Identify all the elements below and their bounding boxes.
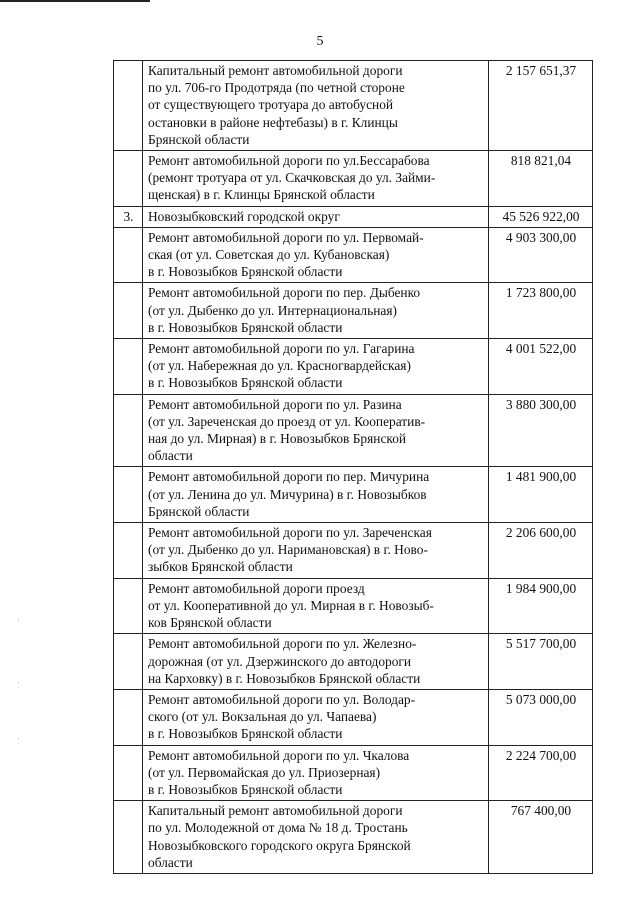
table-row [114, 634, 593, 690]
description-line: по ул. 706-го Продотряда (по четной стороне [148, 80, 405, 96]
amount-cell: 2 157 651,37 [489, 61, 593, 151]
description-cell [143, 283, 489, 339]
row-number-cell: 3. [114, 206, 143, 227]
description-line: щенская) в г. Клинцы Брянской области [148, 187, 375, 203]
description-line: в г. Новозыбков Брянской области [148, 264, 343, 280]
description-line: (от ул. Зареченская до проезд от ул. Кооператив- [148, 413, 426, 429]
description-cell [143, 523, 489, 579]
description-line: в г. Новозыбков Брянской области [148, 319, 343, 335]
table-row [114, 467, 593, 523]
amount-cell: 1 723 800,00 [489, 283, 593, 339]
amount-cell: 2 224 700,00 [489, 745, 593, 801]
table-row [114, 745, 593, 801]
description-line: Новозыбковского городского округа Брянской [148, 837, 411, 853]
description-line: от существующего тротуара до автобусной [148, 97, 394, 113]
description-line: Брянской области [148, 131, 250, 147]
table-row [114, 151, 593, 207]
description-line: Брянской области [148, 503, 250, 519]
row-number-cell [114, 227, 143, 283]
description-cell [143, 634, 489, 690]
description-line: в г. Новозыбков Брянской области [148, 375, 343, 391]
description-line: остановки в районе нефтебазы) в г. Клинцы [148, 114, 398, 130]
row-number-cell [114, 689, 143, 745]
amount-cell: 1 481 900,00 [489, 467, 593, 523]
amount-cell: 1 984 900,00 [489, 578, 593, 634]
description-line: Ремонт автомобильной дороги по ул. Первомай- [148, 229, 424, 245]
description-line: (ремонт тротуара от ул. Скачковская до ул. Займи- [148, 170, 436, 186]
amount-cell: 45 526 922,00 [489, 206, 593, 227]
road-repair-table [113, 60, 593, 874]
description-cell [143, 61, 489, 151]
description-cell [143, 801, 489, 874]
description-line: (от ул. Первомайская до ул. Приозерная) [148, 764, 381, 780]
top-rule [0, 0, 150, 2]
row-number-cell [114, 339, 143, 395]
table-row [114, 801, 593, 874]
amount-cell: 5 517 700,00 [489, 634, 593, 690]
description-cell [143, 227, 489, 283]
description-line: Ремонт автомобильной дороги по ул.Бессарабова [148, 153, 430, 169]
description-cell [143, 578, 489, 634]
page-number: 5 [316, 34, 324, 49]
table-row [114, 61, 593, 151]
description-line: Ремонт автомобильной дороги по ул. Володар- [148, 691, 416, 707]
description-line: Ремонт автомобильной дороги по ул. Разина [148, 396, 402, 412]
description-line: по ул. Молодежной от дома № 18 д. Тростань [148, 820, 408, 836]
description-cell [143, 151, 489, 207]
row-number-cell [114, 61, 143, 151]
description-line: (от ул. Дыбенко до ул. Наримановская) в г. Ново- [148, 542, 428, 558]
description-line: Ремонт автомобильной дороги по пер. Мичурина [148, 469, 430, 485]
description-line: зыбков Брянской области [148, 559, 293, 575]
description-line: (от ул. Дыбенко до ул. Интернациональная) [148, 302, 397, 318]
amount-cell: 5 073 000,00 [489, 689, 593, 745]
description-line: Новозыбковский городской округ [148, 208, 340, 224]
description-cell [143, 467, 489, 523]
description-line: Ремонт автомобильной дороги по пер. Дыбенко [148, 285, 421, 301]
amount-cell: 767 400,00 [489, 801, 593, 874]
description-line: Ремонт автомобильной дороги по ул. Зареченская [148, 525, 432, 541]
table-row [114, 283, 593, 339]
description-cell [143, 206, 489, 227]
table-row [114, 339, 593, 395]
amount-cell: 4 903 300,00 [489, 227, 593, 283]
description-line: Капитальный ремонт автомобильной дороги [148, 803, 403, 819]
description-cell [143, 745, 489, 801]
table-body [114, 61, 593, 874]
description-line: Ремонт автомобильной дороги по ул. Железно- [148, 636, 417, 652]
table-row [114, 689, 593, 745]
description-cell [143, 689, 489, 745]
row-number-cell [114, 394, 143, 467]
amount-cell: 818 821,04 [489, 151, 593, 207]
row-number-cell [114, 801, 143, 874]
amount-cell: 4 001 522,00 [489, 339, 593, 395]
description-line: ков Брянской области [148, 615, 272, 631]
description-line: дорожная (от ул. Дзержинского до автодороги [148, 653, 412, 669]
description-line: ского (от ул. Вокзальная до ул. Чапаева) [148, 709, 377, 725]
row-number-cell [114, 634, 143, 690]
description-line: от ул. Кооперативной до ул. Мирная в г. Новозыб- [148, 597, 434, 613]
description-line: в г. Новозыбков Брянской области [148, 781, 343, 797]
description-line: Капитальный ремонт автомобильной дороги [148, 63, 403, 78]
row-number-cell [114, 578, 143, 634]
margin-scan-marks [18, 620, 20, 770]
table-row [114, 394, 593, 467]
description-line: на Карховку) в г. Новозыбков Брянской области [148, 670, 421, 686]
description-line: (от ул. Ленина до ул. Мичурина) в г. Новозыбков [148, 486, 427, 502]
table-row [114, 206, 593, 227]
row-number-cell [114, 467, 143, 523]
row-number-cell [114, 283, 143, 339]
description-cell [143, 394, 489, 467]
description-line: в г. Новозыбков Брянской области [148, 726, 343, 742]
amount-cell: 3 880 300,00 [489, 394, 593, 467]
row-number-cell [114, 151, 143, 207]
table-row [114, 578, 593, 634]
description-line: Ремонт автомобильной дороги проезд [148, 580, 365, 596]
row-number-cell [114, 523, 143, 579]
description-line: Ремонт автомобильной дороги по ул. Чкалова [148, 747, 410, 763]
description-line: области [148, 448, 193, 464]
description-line: (от ул. Набережная до ул. Красногвардейская) [148, 358, 411, 374]
description-cell [143, 339, 489, 395]
description-line: ная до ул. Мирная) в г. Новозыбков Брянской [148, 431, 407, 447]
amount-cell: 2 206 600,00 [489, 523, 593, 579]
table-row [114, 523, 593, 579]
description-line: ская (от ул. Советская до ул. Кубановская) [148, 247, 390, 263]
table-row [114, 227, 593, 283]
description-line: Ремонт автомобильной дороги по ул. Гагарина [148, 341, 415, 357]
description-line: области [148, 854, 193, 870]
row-number-cell [114, 745, 143, 801]
